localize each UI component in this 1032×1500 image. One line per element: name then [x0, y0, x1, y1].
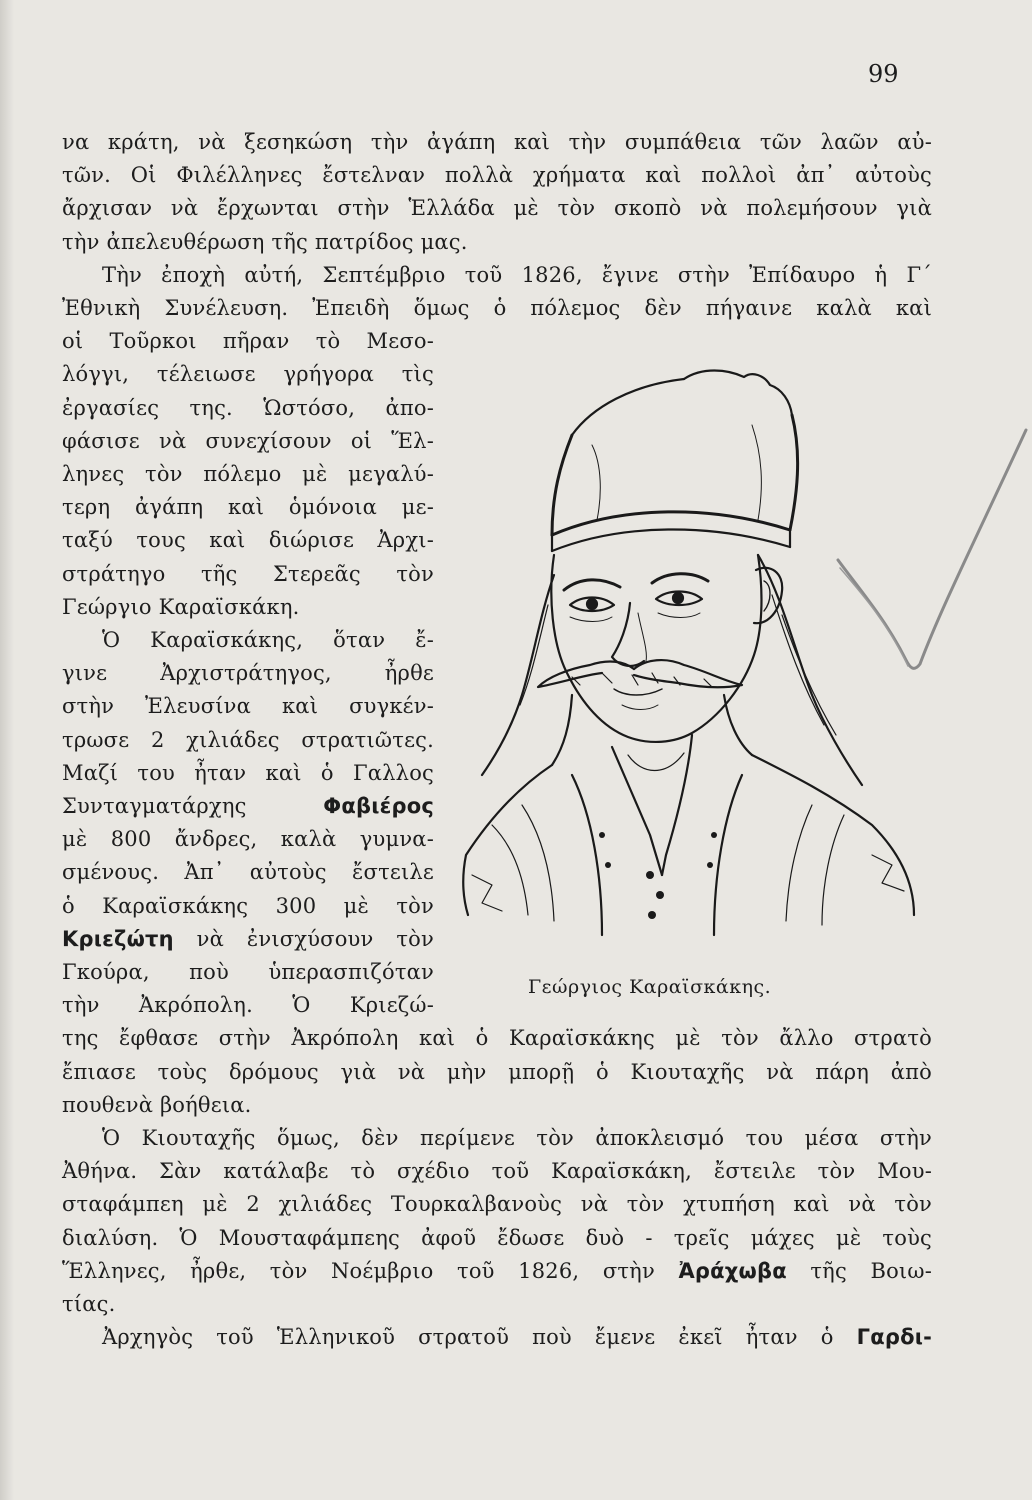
text-line: [62, 956, 434, 989]
text-line: [62, 856, 434, 889]
text-run: Ἐθνικὴ Συνέλευση. Ἐπειδὴ ὅμως ὁ πόλεμος δὲν πήγαινε καλὰ καὶ: [62, 296, 932, 320]
text-line: [62, 591, 434, 624]
text-run: Ἀρχηγὸς τοῦ Ἑλληνικοῦ στρατοῦ ποὺ ἔμενε ἐκεῖ ἦταν ὁ: [102, 1325, 857, 1350]
text-line: [62, 491, 434, 524]
text-line: [62, 823, 434, 856]
text-run: ληνες τὸν πόλεμο μὲ μεγαλύ-: [62, 462, 434, 486]
text-line: [62, 923, 434, 956]
text-line: [62, 1155, 932, 1188]
text-run: Ὁ Κιουταχῆς ὅμως, δὲν περίμενε τὸν ἀποκλεισμό του μέσα στὴν: [102, 1126, 932, 1150]
text-line: [62, 1089, 932, 1122]
text-line: [62, 1321, 932, 1354]
text-run: Ἀθήνα. Σὰν κατάλαβε τὸ σχέδιο τοῦ Καραϊσκάκη, ἔστειλε τὸν Μου-: [62, 1159, 932, 1184]
text-line: [62, 259, 932, 292]
text-run: Γεώργιο Καραϊσκάκη.: [62, 594, 300, 619]
text-line: [62, 757, 434, 790]
bold-name: Κριεζώτη: [62, 926, 174, 951]
text-line: [62, 989, 434, 1022]
page-edge-shadow: [0, 0, 14, 1500]
text-line: [62, 425, 434, 458]
text-line: [62, 192, 932, 225]
text-line: [62, 292, 932, 325]
text-run: τῆς Βοιω-: [786, 1258, 932, 1283]
portrait-caption: Γεώργιος Καραϊσκάκης.: [528, 976, 772, 998]
text-line: [62, 1222, 932, 1255]
text-run: γινε Ἀρχιστράτηγος, ἦρθε: [62, 661, 434, 686]
text-run: της ἔφθασε στὴν Ἀκρόπολη καὶ ὁ Καραϊσκάκης μὲ τὸν ἄλλο στρατὸ: [62, 1026, 932, 1051]
text-line: [62, 1188, 932, 1221]
text-run: Ὁ Καραϊσκάκης, ὅταν ἔ-: [102, 628, 434, 652]
text-line: [62, 724, 434, 757]
text-run: οἱ Τοῦρκοι πῆραν τὸ Μεσο-: [62, 329, 434, 354]
text-line: [62, 226, 932, 259]
text-line: [62, 624, 434, 657]
text-run: τίας.: [62, 1292, 116, 1316]
text-run: τῶν. Οἱ Φιλέλληνες ἔστελναν πολλὰ χρήματα καὶ πολλοὶ ἀπ᾽ αὐτοὺς: [62, 163, 932, 188]
text-line: [62, 524, 434, 557]
text-run: να κράτη, νὰ ξεσηκώση τὴν ἀγάπη καὶ τὴν συμπάθεια τῶν λαῶν αὐ-: [62, 130, 932, 154]
text-line: [62, 1056, 932, 1089]
text-run: Τὴν ἐποχὴ αὐτή, Σεπτέμβριο τοῦ 1826, ἔγινε στὴν Ἐπίδαυρο ἡ Γ΄: [102, 262, 932, 287]
text-line: [62, 690, 434, 723]
text-line: [62, 790, 434, 823]
text-run: ἐργασίες της. Ὡστόσο, ἀπο-: [62, 395, 434, 420]
text-line: [62, 1255, 932, 1288]
text-run: ταξύ τους καὶ διώρισε Ἀρχι-: [62, 528, 434, 553]
text-line: [62, 1022, 932, 1055]
bold-name: Φαβιέρος: [323, 794, 434, 818]
text-run: Ἕλληνες, ἦρθε, τὸν Νοέμβριο τοῦ 1826, στὴν: [62, 1258, 679, 1283]
text-line: [62, 1122, 932, 1155]
text-run: σμένους. Ἀπ᾽ αὐτοὺς ἔστειλε: [62, 860, 434, 885]
text-line: [62, 1288, 932, 1321]
text-line: [62, 458, 434, 491]
text-run: ὁ Καραϊσκάκης 300 μὲ τὸν: [62, 893, 434, 918]
text-line: [62, 126, 932, 159]
text-line: [62, 358, 434, 391]
text-run: τρωσε 2 χιλιάδες στρατιῶτες.: [62, 727, 434, 752]
text-run: πουθενὰ βοήθεια.: [62, 1092, 252, 1117]
text-run: Μαζί του ἦταν καὶ ὁ Γαλλος: [62, 760, 434, 785]
text-line: [62, 657, 434, 690]
text-run: Συνταγματάρχης: [62, 794, 324, 818]
text-line: [62, 392, 434, 425]
text-run: τερη ἀγάπη καὶ ὁμόνοια με-: [62, 495, 434, 520]
text-line: [62, 558, 434, 591]
text-run: λόγγι, τέλειωσε γρήγορα τὶς: [62, 362, 434, 387]
text-run: ἄρχισαν νὰ ἔρχωνται στὴν Ἑλλάδα μὲ τὸν σκοπὸ νὰ πολεμήσουν γιὰ: [62, 196, 932, 221]
text-run: σταφάμπεη μὲ 2 χιλιάδες Τουρκαλβανοὺς νὰ τὸν χτυπήση καὶ νὰ τὸν: [62, 1192, 932, 1217]
text-run: Γκούρα, ποὺ ὑπερασπιζόταν: [62, 960, 434, 984]
bold-name: Ἀράχωβα: [678, 1258, 787, 1283]
text-run: στράτηγο τῆς Στερεᾶς τὸν: [62, 561, 434, 586]
text-run: ἔπιασε τοὺς δρόμους γιὰ νὰ μὴν μπορῇ ὁ Κιουταχῆς νὰ πάρη ἀπὸ: [62, 1059, 932, 1084]
text-line: [62, 890, 434, 923]
bold-name: Γαρδι-: [856, 1325, 932, 1350]
text-run: μὲ 800 ἄνδρες, καλὰ γυμνα-: [62, 827, 434, 852]
text-run: τὴν ἀπελευθέρωση τῆς πατρίδος μας.: [62, 229, 468, 254]
page-number: 99: [868, 60, 899, 88]
text-run: διαλύση. Ὁ Μουσταφάμπεης ἀφοῦ ἔδωσε δυὸ - τρεῖς μάχες μὲ τοὺς: [62, 1225, 932, 1250]
pencil-checkmark: [830, 410, 1032, 700]
text-run: στὴν Ἐλευσίνα καὶ συγκέν-: [62, 694, 434, 719]
text-run: τὴν Ἀκρόπολη. Ὁ Κριεζώ-: [62, 993, 434, 1018]
text-line: [62, 159, 932, 192]
text-run: νὰ ἐνισχύσουν τὸν: [173, 926, 434, 951]
text-run: φάσισε νὰ συνεχίσουν οἱ Ἕλ-: [62, 428, 434, 453]
text-line: [62, 325, 434, 358]
